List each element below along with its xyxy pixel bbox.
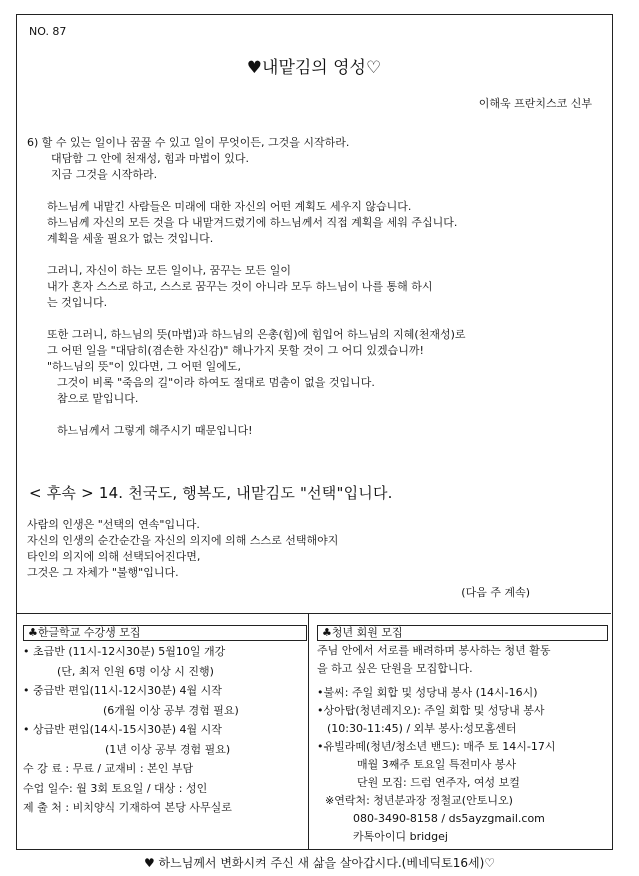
continued-note: (다음 주 계속) <box>461 586 530 599</box>
left-box-line: 제 출 처 : 비치양식 기재하여 본당 사무실로 <box>23 801 232 814</box>
sequel-line: 자신의 인생의 순간순간을 자신의 의지에 의해 스스로 선택해야지 <box>27 534 339 547</box>
left-box-line: 수업 일수: 월 3회 토요일 / 대상 : 성인 <box>23 781 208 795</box>
sequel-text <box>27 517 338 581</box>
right-box-line: (10:30-11:45) / 외부 봉사:성모홈센터 <box>327 722 517 735</box>
para2-line: 하느님께 자신의 모든 것을 다 내맡겨드렸기에 하느님께서 직접 계획을 세워 주십니다. <box>47 216 458 229</box>
left-box-line: (1년 이상 공부 경험 필요) <box>105 742 231 756</box>
para3-line: 내가 혼자 스스로 하고, 스스로 꿈꾸는 것이 아니라 모두 하느님이 나를 통해 하시 <box>47 280 433 293</box>
footer-quote: ♥ 하느님께서 변화시켜 주신 새 삶을 살아갑시다.(베네딕토16세)♡ <box>143 856 496 870</box>
para4-line: 참으로 맡입니다. <box>57 392 139 405</box>
para4-line: 또한 그러니, 하느님의 뜻(마법)과 하느님의 은총(힘)에 힘입어 하느님의 지혜(천재성)로 <box>47 328 466 341</box>
body-text <box>27 135 466 439</box>
left-box-line: (단, 최저 인원 6명 이상 시 진행) <box>57 664 214 678</box>
right-box-line: 단원 모집: 드럼 연주자, 여성 보컬 <box>357 776 520 789</box>
left-box-line: (6개월 이상 공부 경험 필요) <box>103 703 239 717</box>
left-box-line: • 초급반 (11시-12시30분) 5월10일 개강 <box>23 645 226 658</box>
right-box-line: •불씨: 주일 회합 및 성당내 봉사 (14시-16시) <box>317 686 538 699</box>
right-box-line: 주님 안에서 서로를 배려하며 봉사하는 청년 활동 <box>317 644 551 657</box>
left-box-line: • 상급반 편입(14시-15시30분) 4월 시작 <box>23 723 222 736</box>
left-box-line: 수 강 료 : 무료 / 교재비 : 본인 부담 <box>23 762 194 775</box>
para4-line: 그것이 비록 "죽음의 길"이라 하여도 절대로 멈춤이 없을 것입니다. <box>57 376 375 389</box>
left-box-title: ♣한글학교 수강생 모집 <box>23 625 307 641</box>
sequel-line: 사람의 인생은 "선택의 연속"입니다. <box>27 518 200 531</box>
right-box-line: 080-3490-8158 / ds5ayzgmail.com <box>353 812 545 825</box>
page-title: ♥내맡김의 영성♡ <box>246 58 382 78</box>
para4-line: 그 어떤 일을 "대담히(겸손한 자신감)" 해나가지 못할 것이 그 어디 있겠습니까! <box>47 344 424 357</box>
sequel-line: 타인의 의지에 의해 선택되어진다면, <box>27 550 201 563</box>
right-box-content <box>317 642 555 846</box>
issue-number: NO. 87 <box>29 25 67 38</box>
para4-line: "하느님의 뜻"이 있다면, 그 어떤 일에도, <box>47 360 241 373</box>
para5-line: 하느님께서 그렇게 해주시기 때문입니다! <box>57 424 253 437</box>
sequel-line: 그것은 그 자체가 "불행"입니다. <box>27 566 179 579</box>
right-box-line: 매월 3째주 토요일 특전미사 봉사 <box>357 758 517 771</box>
right-box-line: •유빌라떼(청년/청소년 밴드): 매주 토 14시-17시 <box>317 740 556 753</box>
para2-line: 하느님께 내맡긴 사람들은 미래에 대한 자신의 어떤 계획도 세우지 않습니다. <box>47 200 412 213</box>
para1-line: 지금 그것을 시작하라. <box>51 168 158 181</box>
sequel-heading: < 후속 > 14. 천국도, 행복도, 내맡김도 "선택"입니다. <box>29 484 393 502</box>
para2-line: 계획을 세울 필요가 없는 것입니다. <box>47 232 214 245</box>
right-box-line: ※연락처: 청년분과장 정철교(안토니오) <box>325 794 513 807</box>
section-divider <box>17 613 611 614</box>
left-box-line: • 중급반 편입(11시-12시30분) 4월 시작 <box>23 684 222 697</box>
left-box-content <box>23 642 239 818</box>
right-box-title: ♣청년 회원 모집 <box>317 625 608 641</box>
column-divider <box>308 614 309 849</box>
right-box-line: •상아탑(청년레지오): 주일 회합 및 성당내 봉사 <box>317 704 545 717</box>
para1-line: 6) 할 수 있는 일이나 꿈꿀 수 있고 일이 무엇이든, 그것을 시작하라. <box>27 136 350 149</box>
para3-line: 는 것입니다. <box>47 296 108 309</box>
right-box-line: 카톡아이디 bridgej <box>353 830 448 843</box>
para3-line: 그러니, 자신이 하는 모든 일이나, 꿈꾸는 모든 일이 <box>47 264 291 277</box>
bulletin-frame <box>16 14 613 850</box>
para1-line: 대담함 그 안에 천재성, 힘과 마법이 있다. <box>51 152 249 165</box>
author-line: 이해욱 프란치스코 신부 <box>478 97 592 110</box>
right-box-line: 을 하고 싶은 단원을 모집합니다. <box>317 662 473 675</box>
